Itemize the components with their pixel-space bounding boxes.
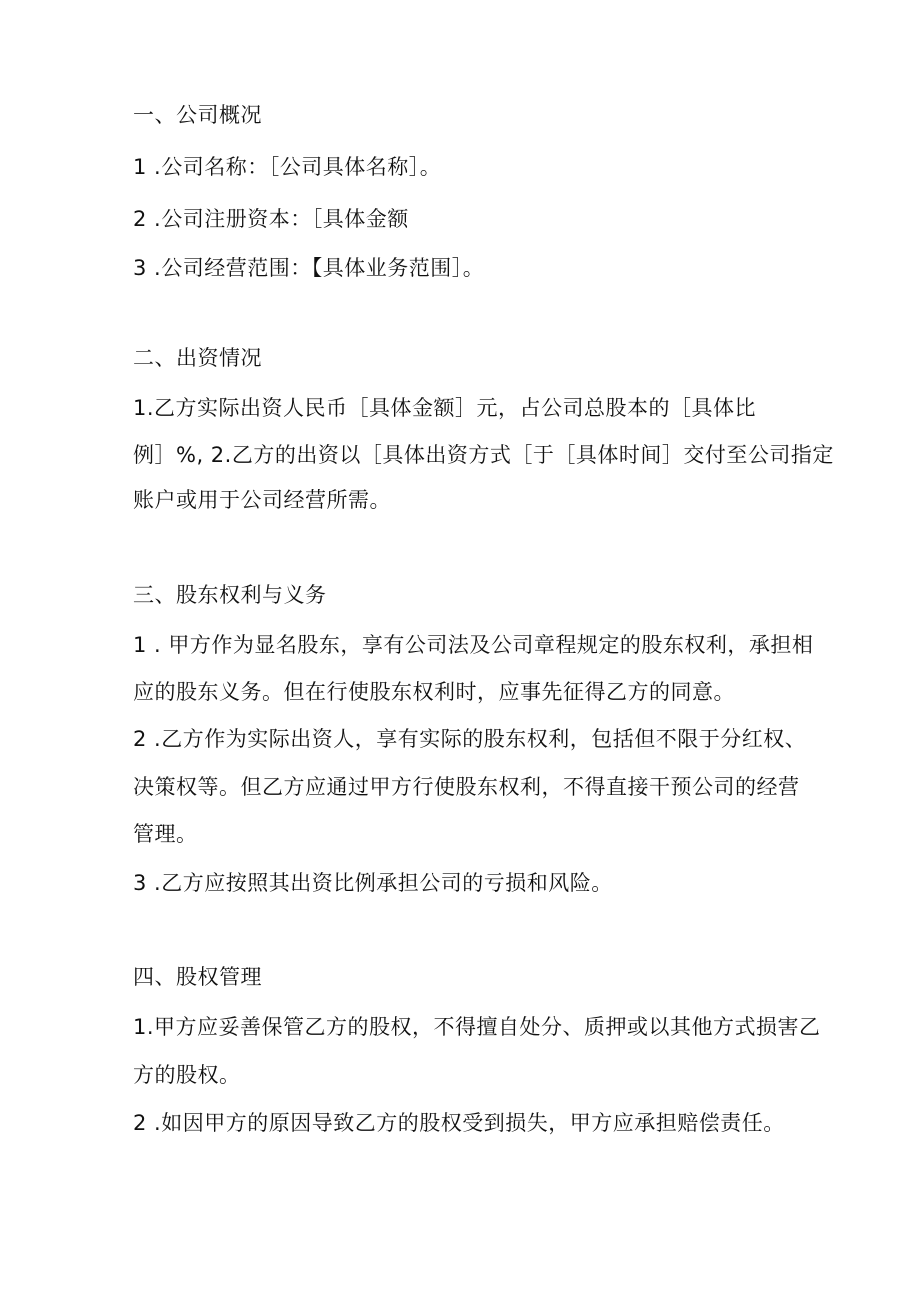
paragraph-line: 例］%, 2.乙方的出资以［具体出资方式［于［具体时间］交付至公司指定 bbox=[133, 443, 834, 467]
paragraph-line: 1 . 甲方作为显名股东，享有公司法及公司章程规定的股东权利，承担相 bbox=[133, 633, 814, 657]
paragraph-line: 账户或用于公司经营所需。 bbox=[133, 488, 391, 512]
section-heading: 三、股东权利与义务 bbox=[133, 583, 327, 607]
paragraph-line: 2 .公司注册资本：［具体金额 bbox=[133, 207, 409, 231]
section-heading: 二、出资情况 bbox=[133, 346, 262, 370]
paragraph-line: 1.甲方应妥善保管乙方的股权，不得擅自处分、质押或以其他方式损害乙 bbox=[133, 1015, 821, 1039]
section-heading: 四、股权管理 bbox=[133, 965, 262, 989]
paragraph-line: 2 .如因甲方的原因导致乙方的股权受到损失，甲方应承担赔偿责任。 bbox=[133, 1111, 785, 1135]
paragraph-line: 管理。 bbox=[133, 822, 198, 846]
paragraph-line: 决策权等。但乙方应通过甲方行使股东权利，不得直接干预公司的经营 bbox=[133, 775, 800, 799]
paragraph-line: 应的股东义务。但在行使股东权利时，应事先征得乙方的同意。 bbox=[133, 680, 735, 704]
paragraph-line: 2 .乙方作为实际出资人，享有实际的股东权利，包括但不限于分红权、 bbox=[133, 727, 807, 751]
paragraph-line: 3 .乙方应按照其出资比例承担公司的亏损和风险。 bbox=[133, 871, 613, 895]
paragraph-line: 1 .公司名称：［公司具体名称］。 bbox=[133, 155, 442, 179]
paragraph-line: 1.乙方实际出资人民币［具体金额］元，占公司总股本的［具体比 bbox=[133, 396, 757, 420]
paragraph-line: 3 .公司经营范围：【具体业务范围］。 bbox=[133, 256, 485, 280]
paragraph-line: 方的股权。 bbox=[133, 1063, 241, 1087]
section-heading: 一、公司概况 bbox=[133, 103, 262, 127]
